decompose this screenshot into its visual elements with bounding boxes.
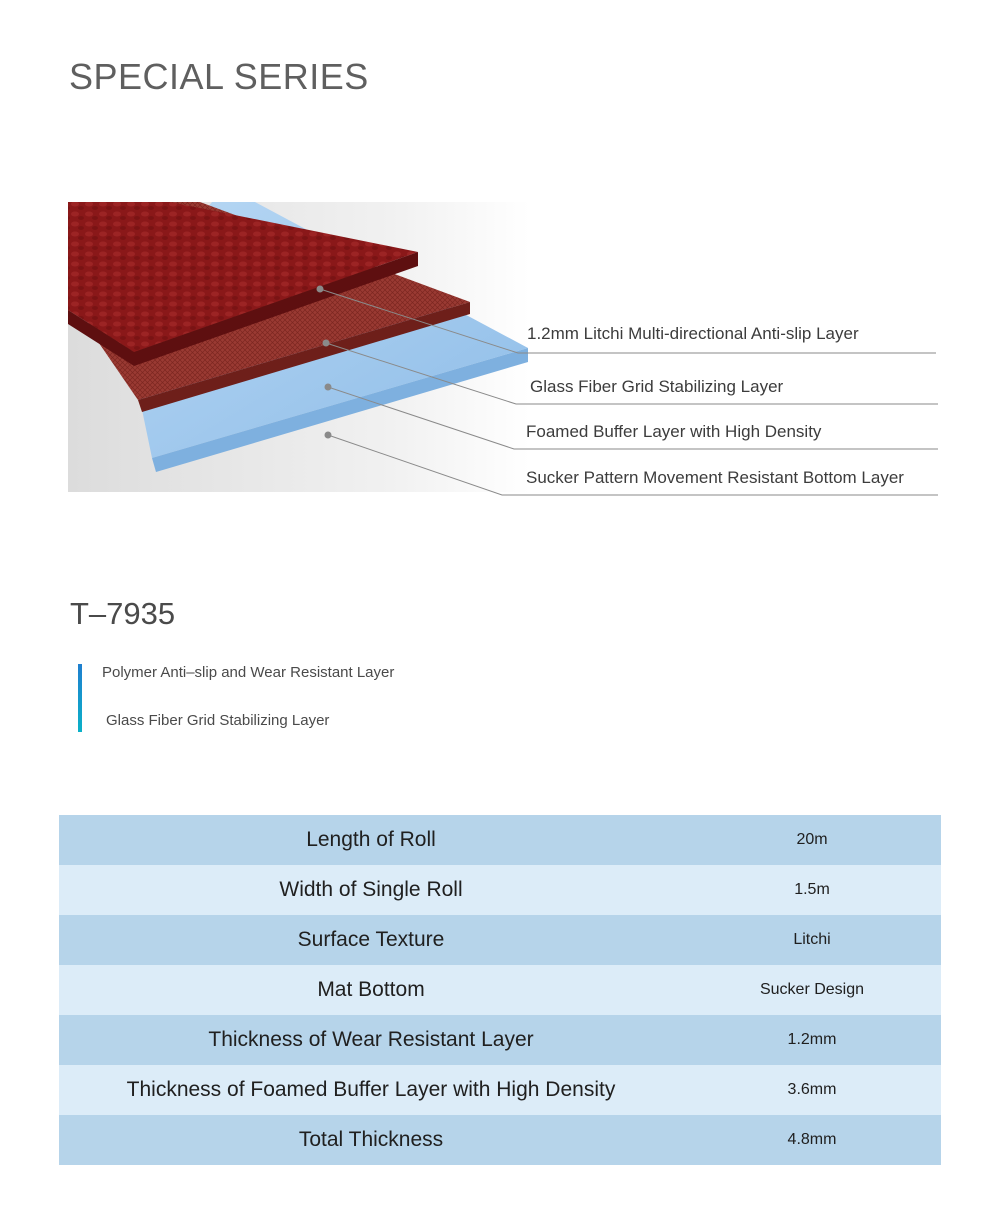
product-model: T–7935 [70,596,176,631]
table-row [59,965,941,1015]
spec-name: Thickness of Foamed Buffer Layer with High Density [59,1065,683,1115]
table-row [59,1015,941,1065]
layer-label-glass-fiber: Glass Fiber Grid Stabilizing Layer [530,377,784,396]
layer-label-foam-buffer: Foamed Buffer Layer with High Density [526,422,822,441]
table-row [59,1115,941,1165]
spec-name: Surface Texture [59,915,683,965]
spec-table [59,815,941,1165]
layer-diagram [0,190,1000,510]
feature-item: Polymer Anti–slip and Wear Resistant Layer [102,664,395,681]
table-row [59,1065,941,1115]
spec-value: 3.6mm [683,1065,941,1115]
spec-value: 4.8mm [683,1115,941,1165]
spec-name: Mat Bottom [59,965,683,1015]
layer-label-anti-slip: 1.2mm Litchi Multi-directional Anti-slip Layer [527,324,859,343]
spec-name: Width of Single Roll [59,865,683,915]
spec-name: Total Thickness [59,1115,683,1165]
spec-value: Litchi [683,915,941,965]
layer-label-sucker-bottom: Sucker Pattern Movement Resistant Bottom Layer [526,468,904,487]
table-row [59,815,941,865]
spec-name: Length of Roll [59,815,683,865]
accent-bar [78,664,82,732]
table-row [59,915,941,965]
feature-item: Glass Fiber Grid Stabilizing Layer [106,712,330,729]
table-row [59,865,941,915]
page-title: SPECIAL SERIES [69,56,369,97]
spec-value: 20m [683,815,941,865]
spec-name: Thickness of Wear Resistant Layer [59,1015,683,1065]
mat-layers-illustration [0,190,1000,510]
spec-value: 1.2mm [683,1015,941,1065]
spec-value: Sucker Design [683,965,941,1015]
spec-value: 1.5m [683,865,941,915]
